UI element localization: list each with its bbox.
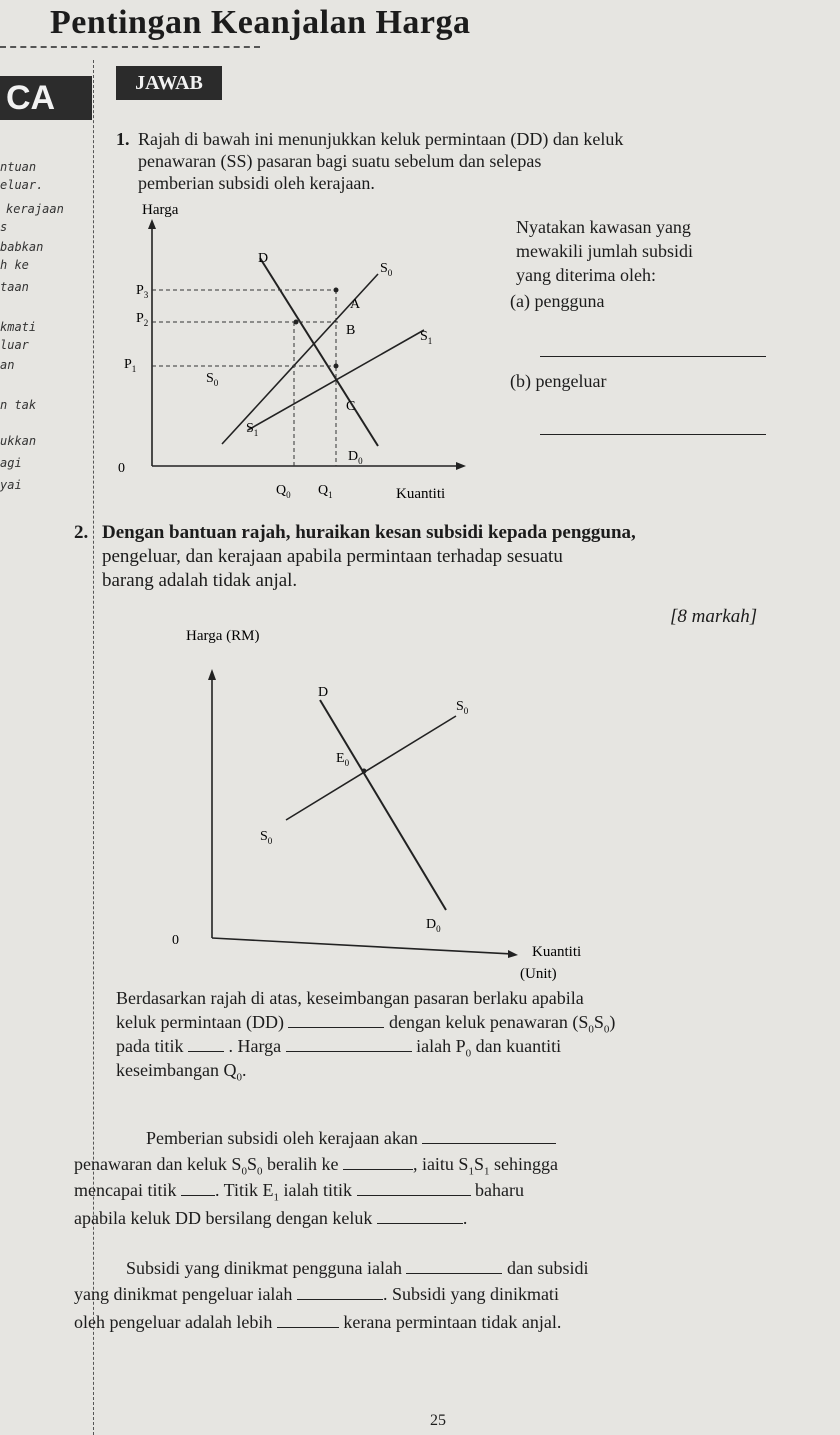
y-axis-label: Harga (RM) [186, 628, 260, 644]
demand-curve-dd [320, 700, 446, 910]
text: pada titik [116, 1036, 184, 1056]
blank-7[interactable] [357, 1181, 471, 1196]
d-label: D [318, 685, 329, 700]
text: ialah P [416, 1036, 466, 1056]
sidebar-fragment: yai [0, 478, 22, 492]
text: S [473, 1154, 484, 1174]
area-c-label: C [346, 399, 356, 414]
text: S [593, 1012, 604, 1032]
x-axis-label: Kuantiti [396, 486, 446, 502]
blank-4[interactable] [422, 1129, 556, 1144]
ca-label-box: CA [0, 76, 92, 120]
area-b-label: B [346, 323, 356, 338]
blank-8[interactable] [377, 1209, 463, 1224]
text: ialah titik [279, 1180, 352, 1200]
subscript: 0 [603, 1023, 610, 1036]
blank-2[interactable] [188, 1037, 224, 1052]
sidebar-fragment: agi [0, 456, 22, 470]
x-axis-unit: (Unit) [520, 966, 557, 982]
s0-label: $S_0$ [380, 261, 393, 278]
q1-part-a: (a) pengguna [510, 291, 605, 311]
s0-low-label: $S_0$ [260, 829, 273, 846]
paragraph-3-line [74, 1282, 559, 1306]
area-a-label: A [350, 297, 361, 312]
paragraph-3-line [126, 1256, 588, 1280]
sidebar-fragment: eluar. [0, 178, 44, 192]
subscript: 0 [241, 1165, 247, 1178]
paragraph-3-line [74, 1310, 561, 1334]
text: dengan keluk penawaran (S [388, 1012, 589, 1032]
text: penawaran dan keluk S [74, 1154, 242, 1174]
origin-label: 0 [172, 933, 179, 948]
text: oleh pengeluar adalah lebih [74, 1312, 273, 1332]
text: dan kuantiti [471, 1036, 562, 1056]
blank-6[interactable] [181, 1181, 215, 1196]
text: Subsidi yang dinikmat pengguna ialah [126, 1258, 402, 1278]
x-axis-label: Kuantiti [532, 944, 582, 960]
d-label: D [258, 251, 269, 266]
question-2-number: 2. [74, 522, 89, 543]
blank-3[interactable] [286, 1037, 412, 1052]
q1-prompt: Nyatakan kawasan yang [516, 217, 691, 237]
text: . [462, 1208, 468, 1228]
text: . Harga [228, 1036, 282, 1056]
text: . Titik E [214, 1180, 274, 1200]
paragraph-1-line [116, 1058, 246, 1090]
text: beralih ke [262, 1154, 339, 1174]
marks-label: [8 markah] [670, 606, 758, 627]
question-1-text: Rajah di bawah ini menunjukkan keluk permintaan (DD) dan keluk [138, 129, 624, 149]
sidebar-fragment: n tak [0, 398, 37, 412]
q1-prompt: yang diterima oleh: [516, 265, 656, 285]
subscript: 0 [588, 1023, 594, 1036]
q0-label: $Q_0$ [276, 483, 291, 500]
sidebar-fragment: babkan [0, 240, 44, 254]
blank-11[interactable] [277, 1313, 339, 1328]
question-1-number: 1. [116, 129, 130, 149]
text: Pemberian subsidi oleh kerajaan akan [146, 1128, 418, 1148]
s1-low-label: $S_1$ [246, 421, 259, 438]
y-axis-arrow [208, 669, 216, 680]
d0-label: $D_0$ [426, 917, 441, 934]
s1-label: $S_1$ [420, 329, 433, 346]
q1-part-b: (b) pengeluar [510, 371, 607, 391]
origin-label: 0 [118, 461, 125, 476]
x-axis-arrow [508, 950, 518, 958]
blank-5[interactable] [343, 1155, 413, 1170]
e0-label: $E_0$ [336, 751, 350, 768]
blank-1[interactable] [288, 1013, 384, 1028]
paragraph-1-line: Berdasarkan rajah di atas, keseimbangan pasaran berlaku apabila [116, 988, 584, 1008]
question-2-text: pengeluar, dan kerajaan apabila permintaan terhadap sesuatu [102, 546, 563, 567]
paragraph-2-line [146, 1126, 556, 1150]
blank-10[interactable] [297, 1285, 383, 1300]
text: . Subsidi yang dinikmati [382, 1284, 559, 1304]
text: keseimbangan Q [116, 1060, 237, 1080]
y-axis-label: Harga [142, 202, 179, 218]
q1-label: $Q_1$ [318, 483, 333, 500]
blank-9[interactable] [406, 1259, 502, 1274]
question-2-text: Dengan bantuan rajah, huraikan kesan subsidi kepada pengguna, [102, 522, 636, 543]
subscript: 0 [236, 1071, 242, 1084]
equilibrium-point-e0 [362, 769, 367, 774]
sidebar-fragment: h ke [0, 258, 29, 272]
supply-curve-s0 [286, 716, 456, 820]
text: ) [609, 1012, 616, 1032]
question-2-text: barang adalah tidak anjal. [102, 570, 298, 591]
d0-label: $D_0$ [348, 449, 363, 466]
text: sehingga [489, 1154, 558, 1174]
page-title: Pentingan Keanjalan Harga [50, 4, 471, 41]
paragraph-2-line [74, 1206, 467, 1230]
text: kerana permintaan tidak anjal. [343, 1312, 562, 1332]
p1-label: $P_1$ [124, 357, 137, 374]
p2-label: $P_2$ [136, 311, 149, 328]
text: dan subsidi [506, 1258, 589, 1278]
s0-low-label: $S_0$ [206, 371, 219, 388]
q1-prompt: mewakili jumlah subsidi [516, 241, 693, 261]
sidebar-fragment: ntuan [0, 160, 37, 174]
text: apabila keluk DD bersilang dengan keluk [74, 1208, 373, 1228]
text: . [241, 1060, 247, 1080]
sidebar-fragment: kerajaan [6, 202, 64, 216]
x-axis [212, 938, 512, 954]
sidebar-fragment: ukkan [0, 434, 37, 448]
text: mencapai titik [74, 1180, 177, 1200]
subscript: 1 [468, 1165, 474, 1178]
s0-label: $S_0$ [456, 699, 469, 716]
sidebar-fragment: taan [0, 280, 29, 294]
p3-label: $P_3$ [136, 283, 149, 300]
sidebar-fragment: s [0, 220, 8, 234]
subscript: 1 [273, 1191, 280, 1204]
paragraph-2-line [74, 1178, 524, 1210]
jawab-label: JAWAB [116, 66, 222, 100]
question-1-text: penawaran (SS) pasaran bagi suatu sebelum dan selepas [138, 151, 542, 171]
page-number: 25 [430, 1412, 446, 1429]
text: yang dinikmat pengeluar ialah [74, 1284, 293, 1304]
text: S [246, 1154, 257, 1174]
text: keluk permintaan (DD) [116, 1012, 284, 1032]
subscript: 0 [465, 1047, 472, 1060]
sidebar-fragment: kmati [0, 320, 37, 334]
sidebar-fragment: an [0, 358, 15, 372]
text: baharu [475, 1180, 524, 1200]
question-1-text: pemberian subsidi oleh kerajaan. [138, 173, 375, 193]
sidebar-fragment: luar [0, 338, 29, 352]
text: , iaitu S [412, 1154, 469, 1174]
subscript: 0 [256, 1165, 263, 1178]
subscript: 1 [483, 1165, 490, 1178]
